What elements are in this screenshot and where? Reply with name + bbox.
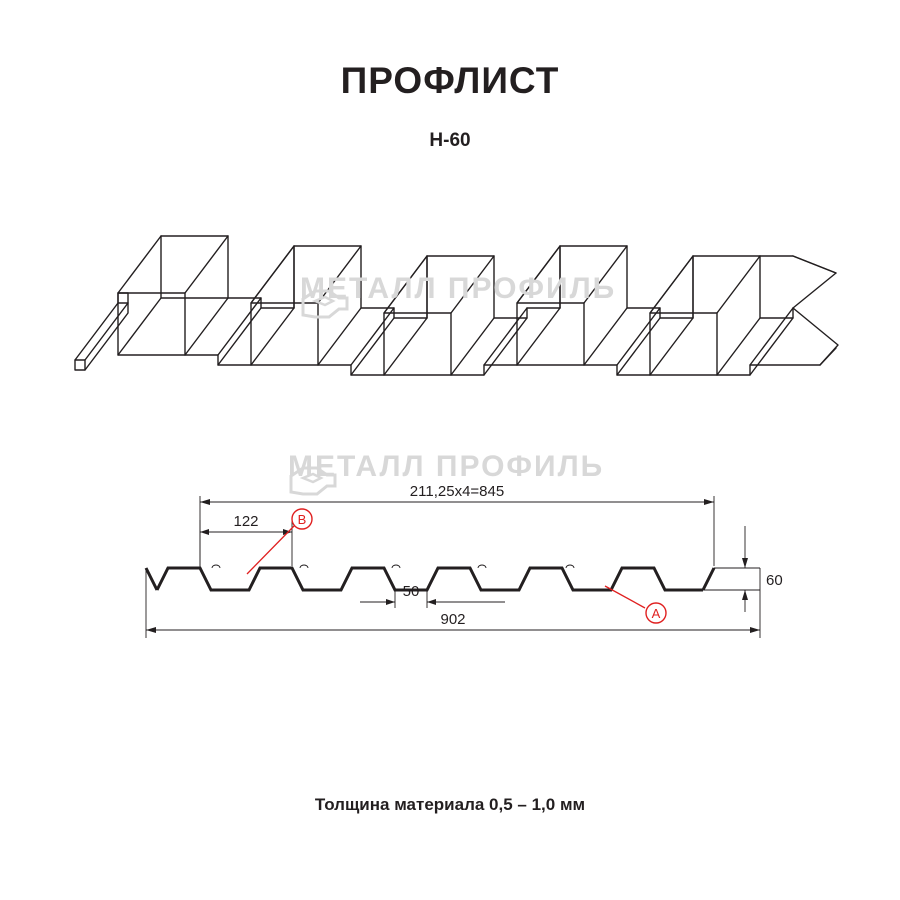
callout-b-label: B [297, 512, 307, 527]
dimension-valley-width [360, 590, 505, 608]
cross-section-drawing [0, 460, 900, 690]
callout-a [605, 586, 666, 623]
dimension-pitch-total [200, 496, 714, 570]
dimension-height [703, 526, 760, 612]
watermark-text-top: МЕТАЛЛ ПРОФИЛЬ [300, 272, 617, 305]
profile-section-outline [146, 568, 714, 590]
dimension-rib-top-width-label: 122 [233, 513, 259, 530]
product-model: Н-60 [429, 130, 471, 151]
dimension-overall-width-label: 902 [440, 611, 466, 628]
dimension-valley-width-label: 50 [402, 583, 420, 600]
watermark-text-bottom: МЕТАЛЛ ПРОФИЛЬ [288, 450, 605, 483]
isometric-profile-illustration [0, 205, 900, 425]
dimension-height-label: 60 [766, 572, 783, 589]
dimension-pitch-total-label: 211,25х4=845 [409, 483, 505, 500]
callout-a-label: A [651, 606, 661, 621]
material-thickness-note: Толщина материала 0,5 – 1,0 мм [314, 795, 586, 814]
page-title: ПРОФЛИСТ [340, 60, 560, 101]
